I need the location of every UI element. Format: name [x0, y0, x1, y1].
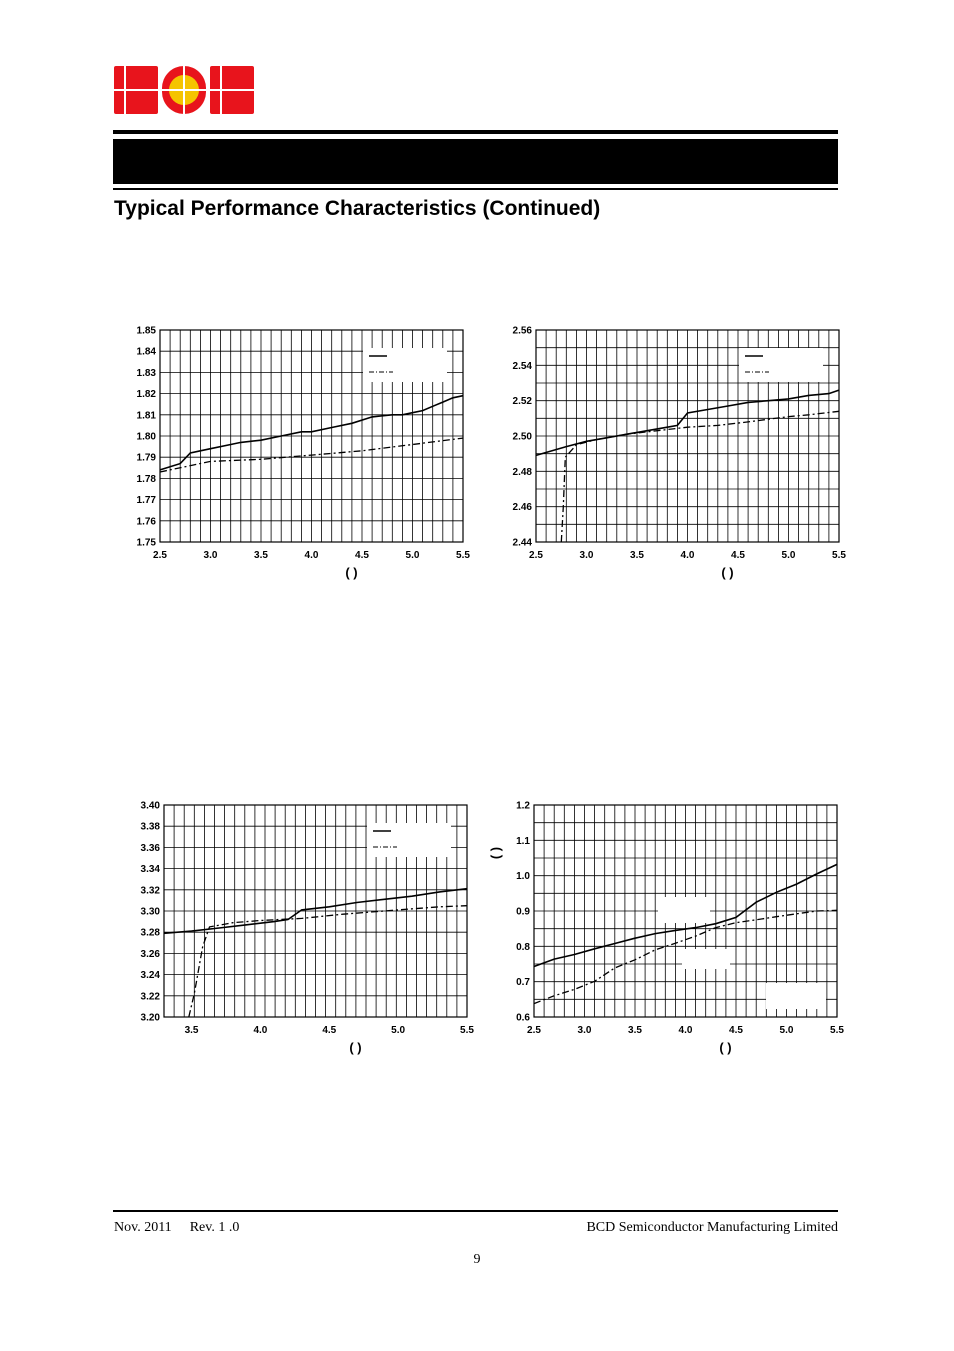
y-tick-label: 2.52 — [512, 396, 532, 408]
y-tick-label: 2.54 — [512, 360, 532, 372]
legend-box — [739, 348, 823, 382]
series-line-dashdot — [189, 906, 467, 1017]
y-tick-label: 1.78 — [136, 473, 156, 485]
y-tick-label: 1.84 — [136, 346, 156, 358]
header-rule-top — [113, 130, 838, 134]
bcd-logo — [112, 64, 256, 116]
y-tick-label: 0.8 — [516, 941, 530, 953]
y-tick-label: 1.83 — [136, 367, 156, 379]
y-tick-label: 2.50 — [512, 431, 532, 443]
series-line-dashdot — [561, 411, 839, 542]
page-number: 9 — [473, 1252, 481, 1267]
x-tick-label: 3.5 — [630, 550, 644, 561]
x-tick-label: 4.5 — [729, 1025, 743, 1036]
x-tick-label: 5.0 — [391, 1025, 406, 1036]
y-tick-label: 3.32 — [140, 885, 160, 897]
y-tick-label: 3.26 — [140, 948, 160, 960]
legend-box — [367, 823, 451, 857]
y-tick-label: 2.48 — [512, 466, 532, 478]
annotation-box — [682, 949, 730, 969]
y-tick-label: 3.22 — [140, 991, 160, 1003]
footer-revision: Rev. 1 .0 — [189, 1220, 240, 1235]
y-tick-label: 2.56 — [512, 325, 532, 337]
y-tick-label: 1.85 — [136, 325, 156, 337]
y-tick-label: 1.76 — [136, 516, 156, 528]
x-tick-label: 5.0 — [781, 550, 796, 561]
footer-date: Nov. 2011 — [114, 1220, 172, 1235]
x-tick-label: 5.0 — [405, 550, 420, 561]
footer-left — [114, 1220, 239, 1236]
y-tick-label: 0.9 — [516, 906, 530, 918]
section-title: Typical Performance Characteristics (Continued) — [114, 197, 601, 220]
y-tick-label: 1.81 — [136, 410, 156, 422]
x-tick-label: 4.0 — [253, 1025, 268, 1036]
y-tick-label: 3.38 — [140, 821, 160, 833]
x-tick-label: 5.5 — [832, 550, 846, 561]
y-tick-label: 1.79 — [136, 452, 156, 464]
x-tick-label: 3.0 — [203, 550, 218, 561]
x-tick-label: 5.5 — [830, 1025, 844, 1036]
x-tick-label: 2.5 — [153, 550, 167, 561]
y-tick-label: 1.82 — [136, 389, 156, 401]
x-tick-label: 5.0 — [779, 1025, 794, 1036]
x-tick-label: 2.5 — [529, 550, 543, 561]
x-axis-label: ( ) — [721, 565, 734, 580]
x-tick-label: 4.5 — [731, 550, 745, 561]
footer-company: BCD Semiconductor Manufacturing Limited — [586, 1220, 838, 1235]
y-tick-label: 1.1 — [516, 835, 530, 847]
x-tick-label: 4.0 — [304, 550, 319, 561]
x-tick-label: 5.5 — [456, 550, 470, 561]
y-tick-label: 3.24 — [140, 970, 160, 982]
footer-rule — [113, 1210, 838, 1212]
x-tick-label: 3.0 — [579, 550, 594, 561]
y-tick-label: 2.46 — [512, 502, 532, 514]
x-tick-label: 5.5 — [460, 1025, 474, 1036]
y-tick-label: 1.2 — [516, 800, 530, 812]
y-tick-label: 3.20 — [140, 1012, 160, 1024]
x-tick-label: 4.5 — [355, 550, 369, 561]
x-tick-label: 3.5 — [628, 1025, 642, 1036]
x-tick-label: 3.5 — [254, 550, 268, 561]
y-tick-label: 1.77 — [136, 495, 156, 507]
x-axis-label: ( ) — [349, 1040, 362, 1055]
header-rule-bottom — [113, 188, 838, 190]
chart-bottom-right — [486, 795, 856, 1063]
y-tick-label: 3.40 — [140, 800, 160, 812]
chart-bottom-left — [110, 795, 480, 1063]
x-tick-label: 3.0 — [577, 1025, 592, 1036]
x-tick-label: 3.5 — [184, 1025, 199, 1036]
y-tick-label: 3.34 — [140, 864, 160, 876]
y-tick-label: 3.28 — [140, 927, 160, 939]
x-tick-label: 4.5 — [322, 1025, 337, 1036]
x-tick-label: 4.0 — [678, 1025, 693, 1036]
x-axis-label: ( ) — [719, 1040, 732, 1055]
y-axis-label: ( ) — [488, 846, 503, 860]
header-band — [113, 139, 838, 184]
x-axis-label: ( ) — [345, 565, 358, 580]
y-tick-label: 3.36 — [140, 842, 160, 854]
chart-top-left — [110, 320, 480, 588]
x-tick-label: 2.5 — [527, 1025, 541, 1036]
y-tick-label: 1.80 — [136, 431, 156, 443]
y-tick-label: 1.75 — [136, 537, 156, 549]
y-tick-label: 1.0 — [516, 871, 530, 883]
annotation-box — [766, 983, 826, 1009]
legend-box — [363, 348, 447, 382]
y-tick-label: 0.6 — [516, 1012, 530, 1024]
annotation-box — [658, 897, 710, 923]
chart-top-right — [486, 320, 856, 588]
x-tick-label: 4.0 — [680, 550, 695, 561]
y-tick-label: 2.44 — [512, 537, 532, 549]
y-tick-label: 3.30 — [140, 906, 160, 918]
y-tick-label: 0.7 — [516, 977, 530, 989]
